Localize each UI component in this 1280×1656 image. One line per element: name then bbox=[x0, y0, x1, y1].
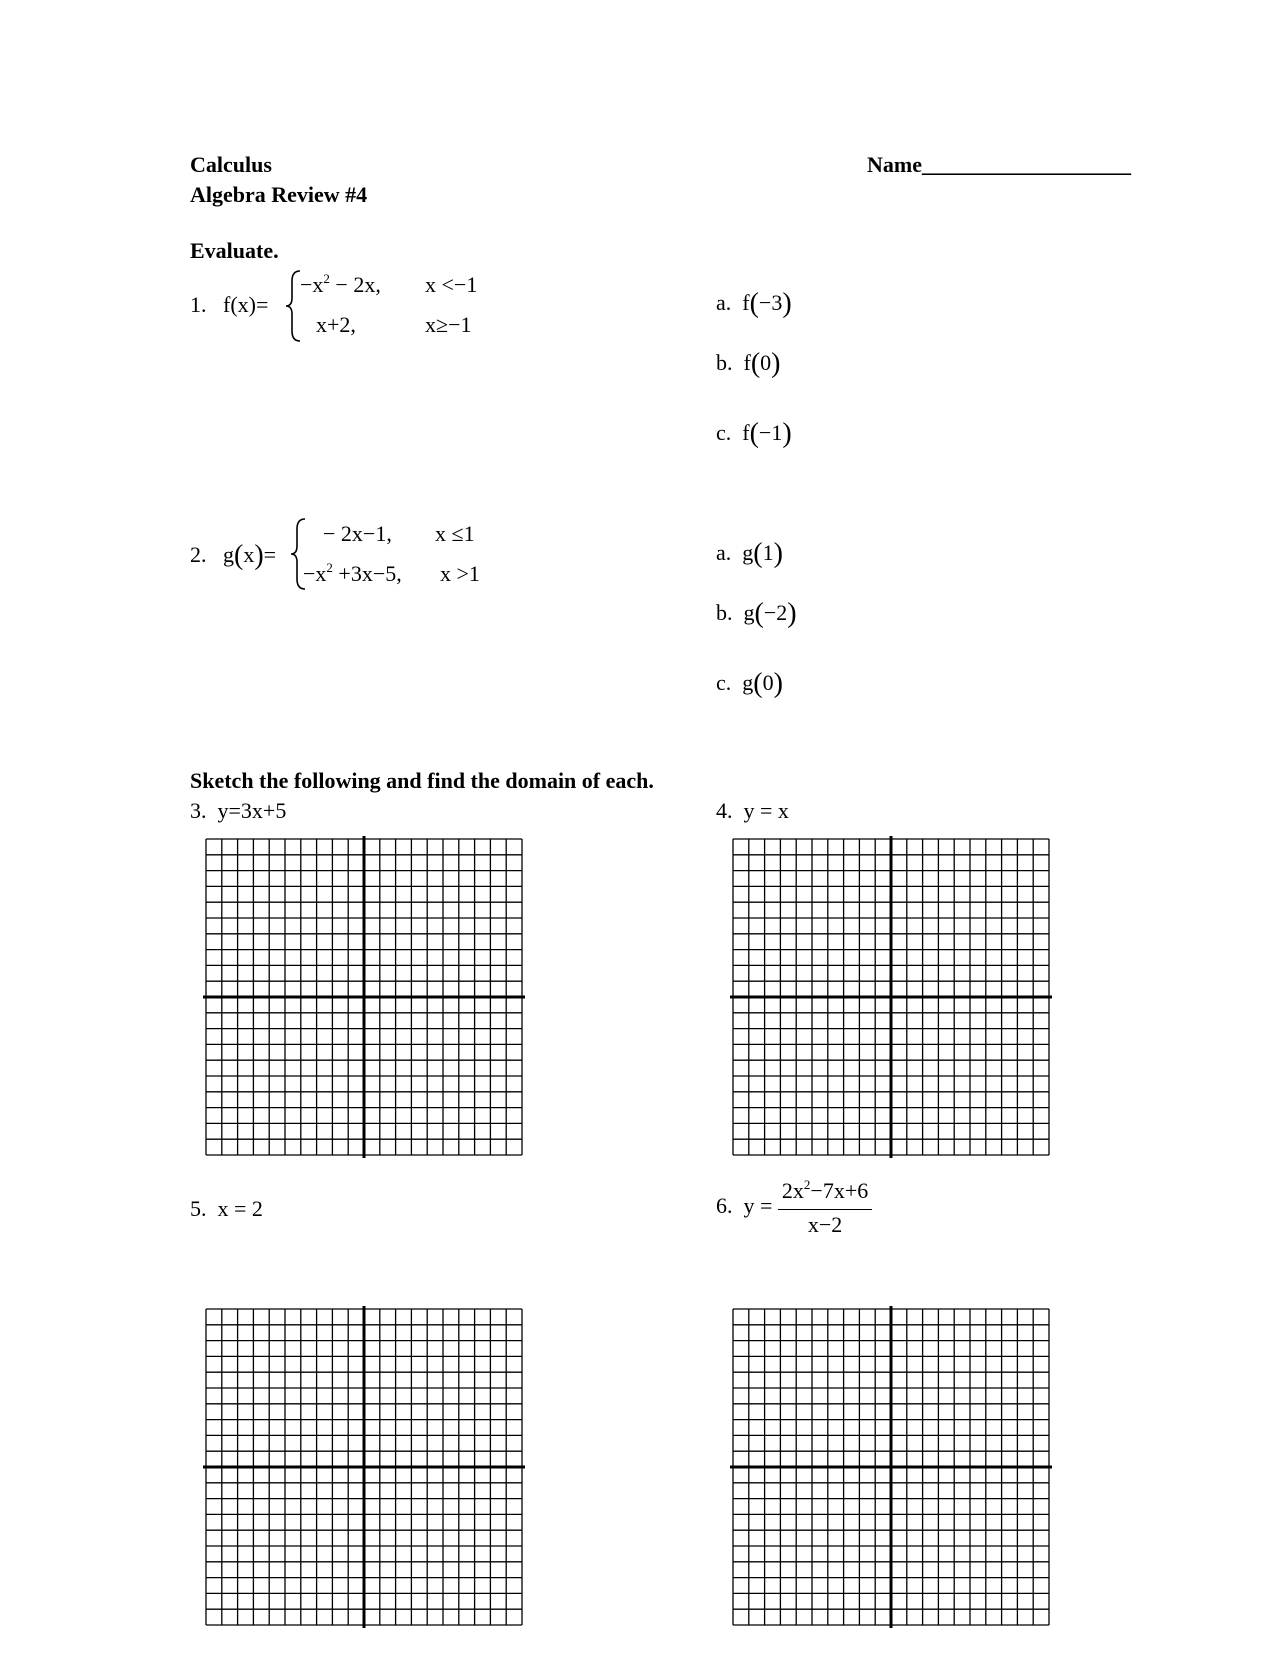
graph-grid-problem-6[interactable] bbox=[730, 1306, 1052, 1628]
worksheet-subtitle: Algebra Review #4 bbox=[190, 182, 368, 207]
section-evaluate-title: Evaluate. bbox=[190, 238, 279, 263]
problem-4-label: 4. y = x bbox=[716, 798, 789, 823]
problem-1c: c. f(−1) bbox=[716, 418, 792, 449]
problem-2-number: 2. bbox=[190, 542, 207, 567]
problem-6-denominator: x−2 bbox=[807, 1212, 843, 1237]
problem-2-lhs: g(x)= bbox=[223, 540, 277, 571]
problem-2-case1-expr: − 2x−1, bbox=[323, 521, 392, 546]
name-blank: ___________________ bbox=[921, 152, 1131, 177]
problem-2c: c. g(0) bbox=[716, 668, 783, 699]
problem-1-number: 1. bbox=[190, 292, 207, 317]
problem-6-numerator: $2x^2-7x+6$ bbox=[778, 1176, 872, 1210]
problem-6-label: 6. y = $\frac{2x^2-7x+6}{x-2}$ bbox=[716, 1176, 872, 1240]
graph-grid-problem-4[interactable] bbox=[730, 836, 1052, 1158]
problem-2b: b. g(−2) bbox=[716, 598, 797, 629]
graph-grid-problem-3[interactable] bbox=[203, 836, 525, 1158]
course-title: Calculus bbox=[190, 152, 272, 177]
problem-1-case2-expr: x+2, bbox=[316, 312, 356, 337]
problem-1a: a. f(−3) bbox=[716, 288, 792, 319]
problem-1-case1-cond: x <−1 bbox=[425, 272, 478, 297]
problem-2-case2-expr: $-x^2 +3x-5$, bbox=[303, 560, 402, 586]
section-sketch-title: Sketch the following and find the domain of each. bbox=[190, 768, 654, 793]
problem-1b: b. f(0) bbox=[716, 348, 781, 379]
problem-1-case2-cond: x≥−1 bbox=[425, 312, 472, 337]
problem-2-case1-cond: x ≤1 bbox=[435, 521, 475, 546]
problem-6-fraction bbox=[778, 1176, 872, 1240]
name-label: Name bbox=[867, 152, 922, 177]
graph-grid-problem-5[interactable] bbox=[203, 1306, 525, 1628]
problem-1-lhs: f(x)= bbox=[223, 292, 269, 317]
problem-5-label: 5. x = 2 bbox=[190, 1196, 263, 1221]
problem-2a: a. g(1) bbox=[716, 538, 783, 569]
name-field[interactable] bbox=[867, 152, 1131, 178]
problem-1-case1-expr: $-x^2 - 2x$, bbox=[300, 271, 381, 297]
problem-3-label: 3. y=3x+5 bbox=[190, 798, 287, 823]
problem-2-case2-cond: x >1 bbox=[440, 561, 480, 586]
